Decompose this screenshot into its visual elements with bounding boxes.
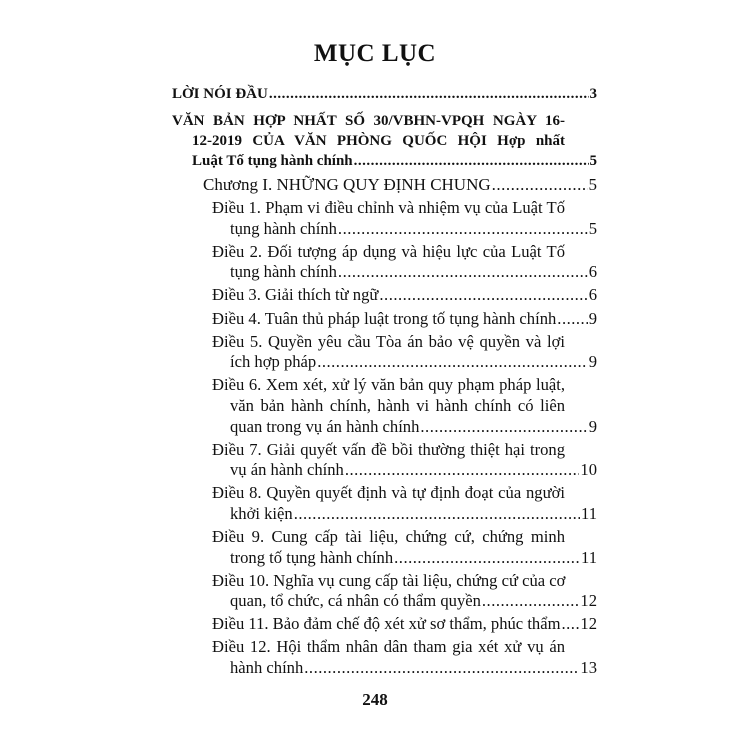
dot-leader — [562, 614, 580, 635]
toc-entry-text: Điều 5. Quyền yêu cầu Tòa án bảo vệ quyền và lợi — [212, 331, 565, 351]
toc-entry-line — [212, 309, 597, 330]
dot-leader — [304, 658, 579, 679]
toc-entry-text: Điều 9. Cung cấp tài liệu, chứng cứ, chứng minh — [212, 527, 565, 546]
toc-page-number: 13 — [580, 658, 597, 678]
toc-page-number: 5 — [588, 218, 597, 238]
toc-entry-line — [230, 460, 597, 481]
dot-leader — [345, 460, 580, 481]
toc-entry-line — [192, 151, 597, 171]
toc-page-number: 11 — [581, 547, 597, 567]
toc-page-number: 9 — [588, 416, 597, 436]
toc-entry[interactable] — [0, 84, 750, 104]
toc-page-number: 10 — [580, 460, 597, 480]
toc-entry-line — [212, 614, 597, 635]
toc-entry-text: hành chính — [230, 658, 304, 678]
toc-entry[interactable] — [0, 527, 750, 568]
toc-entry-line — [230, 352, 597, 373]
toc-entry-line — [230, 658, 597, 679]
toc-page-number: 12 — [580, 591, 597, 611]
toc-entry-text: tụng hành chính — [230, 218, 337, 238]
toc-page-number: 9 — [588, 308, 597, 328]
toc-entry-text: Điều 4. Tuân thủ pháp luật trong tố tụng hành chính — [212, 308, 557, 328]
toc-entry[interactable] — [0, 614, 750, 635]
toc-entry-text: 12-2019 CỦA VĂN PHÒNG QUỐC HỘI Hợp nhất — [192, 133, 565, 149]
toc-entry-text: quan trong vụ án hành chính — [230, 416, 420, 436]
toc-entry[interactable] — [0, 483, 750, 524]
dot-leader — [269, 84, 589, 104]
toc-entry[interactable] — [0, 375, 750, 437]
toc-entry-line — [230, 548, 597, 569]
toc-entry-text: trong tố tụng hành chính — [230, 547, 394, 567]
toc-entry-text: Điều 12. Hội thẩm nhân dân tham gia xét xử vụ án — [212, 637, 565, 657]
toc-entry-text: LỜI NÓI ĐẦU — [172, 86, 268, 102]
toc-entry[interactable] — [0, 571, 750, 612]
toc-page-number: 11 — [581, 503, 597, 523]
toc-entry-line — [212, 285, 597, 306]
toc-entry-line — [203, 175, 597, 196]
dot-leader — [557, 309, 587, 330]
toc-entry-line — [230, 417, 597, 438]
dot-leader — [379, 285, 587, 306]
page-title: MỤC LỤC — [313, 40, 437, 67]
toc-entry[interactable] — [0, 440, 750, 481]
toc-page-number: 5 — [589, 153, 597, 169]
dot-leader — [338, 219, 588, 240]
toc-entry[interactable] — [0, 332, 750, 373]
toc-entry-text: Điều 3. Giải thích từ ngữ — [212, 285, 379, 305]
toc-entry-text: ích hợp pháp — [230, 352, 317, 372]
toc-entry[interactable] — [0, 175, 750, 196]
toc-page-number: 6 — [588, 262, 597, 282]
toc-entry[interactable] — [0, 637, 750, 678]
toc-entry-text: Chương I. NHỮNG QUY ĐỊNH CHUNG — [203, 175, 491, 194]
toc-entry-text: Điều 2. Đối tượng áp dụng và hiệu lực của Luật Tố — [212, 241, 565, 261]
toc-entry[interactable] — [0, 309, 750, 330]
toc-entry-text: Điều 1. Phạm vi điều chỉnh và nhiệm vụ của Luật Tố — [212, 198, 565, 218]
dot-leader — [317, 352, 588, 373]
toc-entry-line — [172, 84, 597, 104]
toc-entry-text: tụng hành chính — [230, 262, 337, 282]
toc-entry-line — [230, 504, 597, 525]
dot-leader — [492, 175, 588, 196]
toc-entry-text: Điều 10. Nghĩa vụ cung cấp tài liệu, chứng cứ của cơ — [212, 570, 566, 590]
dot-leader — [294, 504, 580, 525]
toc-entry-text: khởi kiện — [230, 503, 293, 523]
toc-entry-text: văn bản hành chính, hành vi hành chính có liên — [230, 395, 565, 415]
toc-entry-text: Điều 8. Quyền quyết định và tự định đoạt của người — [212, 483, 565, 503]
toc-page-number: 12 — [580, 614, 597, 634]
toc-entry-text: VĂN BẢN HỢP NHẤT SỐ 30/VBHN-VPQH NGÀY 16- — [172, 113, 565, 129]
toc-entry-text: Điều 6. Xem xét, xử lý văn bản quy phạm pháp luật, — [212, 375, 565, 395]
toc-entry[interactable] — [0, 242, 750, 283]
page-number: 248 — [362, 690, 388, 709]
toc-entry-text: Điều 11. Bảo đảm chế độ xét xử sơ thẩm, phúc thẩm — [212, 614, 561, 634]
toc-entry[interactable] — [0, 111, 750, 171]
dot-leader — [354, 151, 589, 171]
toc-page-number: 3 — [589, 86, 597, 102]
toc-entry-line — [230, 262, 597, 283]
toc-entry-text: vụ án hành chính — [230, 460, 344, 480]
toc-entry-line — [230, 591, 597, 612]
toc-entry[interactable] — [0, 285, 750, 306]
toc-entry-text: Luật Tố tụng hành chính — [192, 153, 353, 169]
toc-entry[interactable] — [0, 198, 750, 239]
toc-entry-text: Điều 7. Giải quyết vấn đề bồi thường thiệt hại trong — [212, 439, 565, 459]
toc-page-number: 9 — [588, 352, 597, 372]
dot-leader — [394, 548, 580, 569]
toc-page-number: 6 — [588, 285, 597, 305]
table-of-contents — [0, 84, 750, 679]
toc-entry-line — [230, 219, 597, 240]
toc-page-number: 5 — [588, 175, 597, 194]
toc-entry-text: quan, tổ chức, cá nhân có thẩm quyền — [230, 591, 481, 611]
dot-leader — [338, 262, 588, 283]
dot-leader — [482, 591, 580, 612]
dot-leader — [420, 417, 587, 438]
